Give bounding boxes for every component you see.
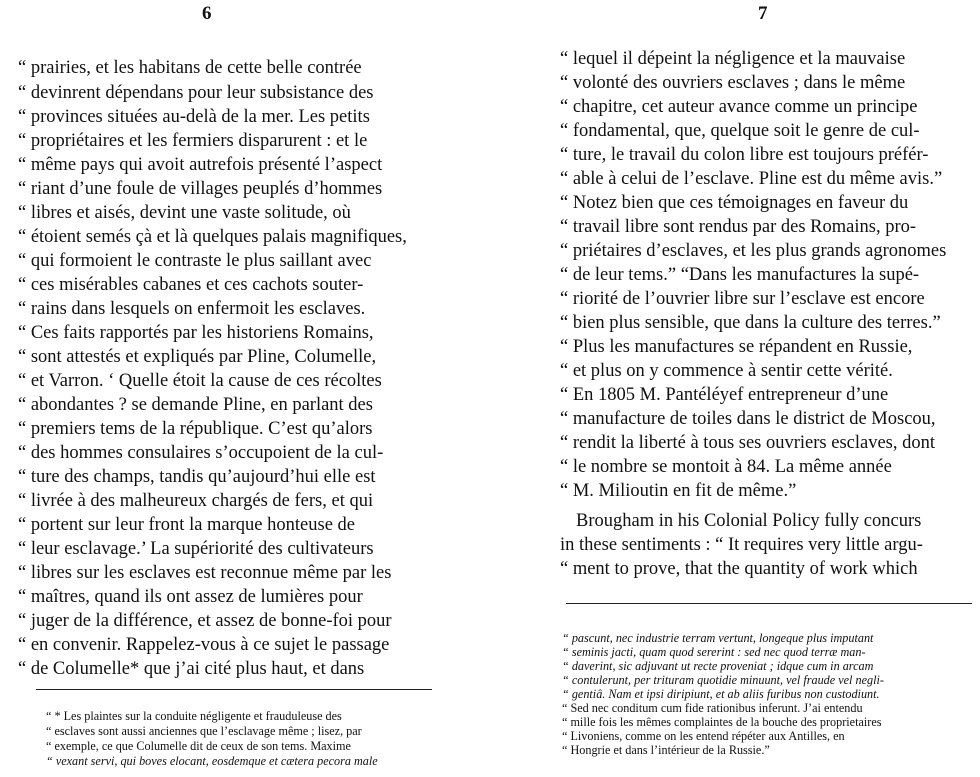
left-line: “ maîtres, quand ils ont assez de lumières pour — [18, 587, 363, 607]
right-footnote-line: “ Hongrie et dans l’intérieur de la Russie.” — [562, 743, 770, 757]
left-line: “ sont attestés et expliqués par Pline, Columelle, — [18, 347, 377, 367]
right-line: “ priétaires d’esclaves, et les plus grands agronomes — [560, 241, 947, 261]
left-line: “ en convenir. Rappelez-vous à ce sujet le passage — [18, 635, 390, 655]
left-line: “ étoient semés çà et là quelques palais magnifiques, — [18, 227, 407, 247]
left-line: “ leur esclavage.’ La supériorité des cultivateurs — [18, 539, 374, 559]
right-line: “ M. Milioutin en fit de même.” — [560, 481, 797, 501]
left-line: “ rains dans lesquels on enfermoit les esclaves. — [18, 299, 366, 319]
left-line: “ qui formoient le contraste le plus saillant avec — [18, 251, 372, 271]
right-footnote-line: “ pascunt, nec industrie terram vertunt, longeque plus imputant — [562, 631, 874, 645]
left-line: “ livrée à des malheureux chargés de fers, et qui — [18, 491, 374, 511]
right-line: “ le nombre se montoit à 84. La même année — [560, 457, 892, 477]
right-line: “ volonté des ouvriers esclaves ; dans le même — [560, 73, 906, 93]
left-line: “ Ces faits rapportés par les historiens Romains, — [18, 323, 374, 343]
left-line: “ de Columelle* que j’ai cité plus haut, et dans — [18, 659, 365, 679]
left-line: “ libres et aisés, devint une vaste solitude, où — [18, 203, 351, 223]
left-line: “ propriétaires et les fermiers disparurent : et le — [18, 131, 368, 151]
right-line: “ Plus les manufactures se répandent en Russie, — [560, 337, 913, 357]
right-line: “ Notez bien que ces témoignages en faveur du — [560, 193, 909, 213]
right-page-number: 7 — [758, 3, 768, 24]
right-line: “ lequel il dépeint la négligence et la mauvaise — [560, 49, 906, 69]
right-line: “ rendit la liberté à tous ses ouvriers esclaves, dont — [560, 433, 936, 453]
right-footnote-line: “ Livoniens, comme on les entend répéter aux Antilles, en — [562, 729, 845, 743]
right-footnote-line: “ gentiâ. Nam et ipsi diripiunt, et ab aliis furibus non custodiunt. — [562, 687, 880, 701]
right-footnote-rule — [566, 603, 972, 604]
left-footnote-line: “ * Les plaintes sur la conduite négligente et frauduleuse des — [46, 709, 342, 723]
left-footnote-rule — [36, 689, 432, 690]
left-line: “ ces misérables cabanes et ces cachots souter- — [18, 275, 364, 295]
right-line: “ manufacture de toiles dans le district de Moscou, — [560, 409, 936, 429]
left-footnote-line: “ vexant servi, qui boves elocant, eosdemque et cætera pecora male — [46, 754, 378, 768]
right-line: “ riorité de l’ouvrier libre sur l’esclave est encore — [560, 289, 925, 309]
right-line: in these sentiments : “ It requires very little argu- — [560, 535, 923, 555]
left-line: “ ture des champs, tandis qu’aujourd’hui elle est — [18, 467, 376, 487]
right-line: “ fondamental, que, quelque soit le genre de cul- — [560, 121, 920, 141]
right-line: “ able à celui de l’esclave. Pline est du même avis.” — [560, 169, 943, 189]
right-line: “ et plus on y commence à sentir cette vérité. — [560, 361, 893, 381]
left-page-number: 6 — [202, 3, 212, 24]
left-line: “ riant d’une foule de villages peuplés d’hommes — [18, 179, 383, 199]
right-line: “ chapitre, cet auteur avance comme un principe — [560, 97, 918, 117]
right-footnote-line: “ contulerunt, per trituram quotidie minuunt, vel fraude vel negli- — [562, 673, 884, 687]
left-line: “ et Varron. ‘ Quelle étoit la cause de ces récoltes — [18, 371, 382, 391]
right-footnote-line: “ daverint, sic adjuvant ut recte proveniat ; idque cum in arcam — [562, 659, 874, 673]
right-line: “ ture, le travail du colon libre est toujours préfér- — [560, 145, 929, 165]
left-line: “ abondantes ? se demande Pline, en parlant des — [18, 395, 373, 415]
right-line: “ bien plus sensible, que dans la culture des terres.” — [560, 313, 941, 333]
left-line: “ prairies, et les habitans de cette belle contrée — [18, 58, 362, 78]
left-line: “ portent sur leur front la marque honteuse de — [18, 515, 355, 535]
left-footnote-line: “ exemple, ce que Columelle dit de ceux de son tems. Maxime — [46, 739, 351, 753]
left-line: “ juger de la différence, et assez de bonne-foi pour — [18, 611, 392, 631]
right-line: “ ment to prove, that the quantity of work which — [560, 559, 918, 579]
right-line: “ En 1805 M. Pantéléyef entrepreneur d’une — [560, 385, 889, 405]
right-line: “ de leur tems.” “Dans les manufactures la supé- — [560, 265, 920, 285]
right-line: “ travail libre sont rendus par des Romains, pro- — [560, 217, 917, 237]
right-line: Brougham in his Colonial Policy fully concurs — [576, 511, 922, 531]
left-line: “ des hommes consulaires s’occupoient de la cul- — [18, 443, 384, 463]
right-footnote-line: “ Sed nec conditum cum fide rationibus inferunt. J’ai entendu — [562, 701, 863, 715]
right-footnote-line: “ mille fois les mêmes complaintes de la bouche des proprietaires — [562, 715, 882, 729]
right-footnote-line: “ seminis jacti, quam quod sererint : sed nec quod terræ man- — [562, 645, 866, 659]
left-line: “ provinces situées au-delà de la mer. Les petits — [18, 107, 370, 127]
left-footnote-line: “ esclaves sont aussi anciennes que l’esclavage même ; lisez, par — [46, 724, 362, 738]
left-line: “ même pays qui avoit autrefois présenté l’aspect — [18, 155, 383, 175]
left-line: “ libres sur les esclaves est reconnue même par les — [18, 563, 392, 583]
left-line: “ devinrent dépendans pour leur subsistance des — [18, 83, 374, 103]
left-line: “ premiers tems de la république. C’est qu’alors — [18, 419, 373, 439]
